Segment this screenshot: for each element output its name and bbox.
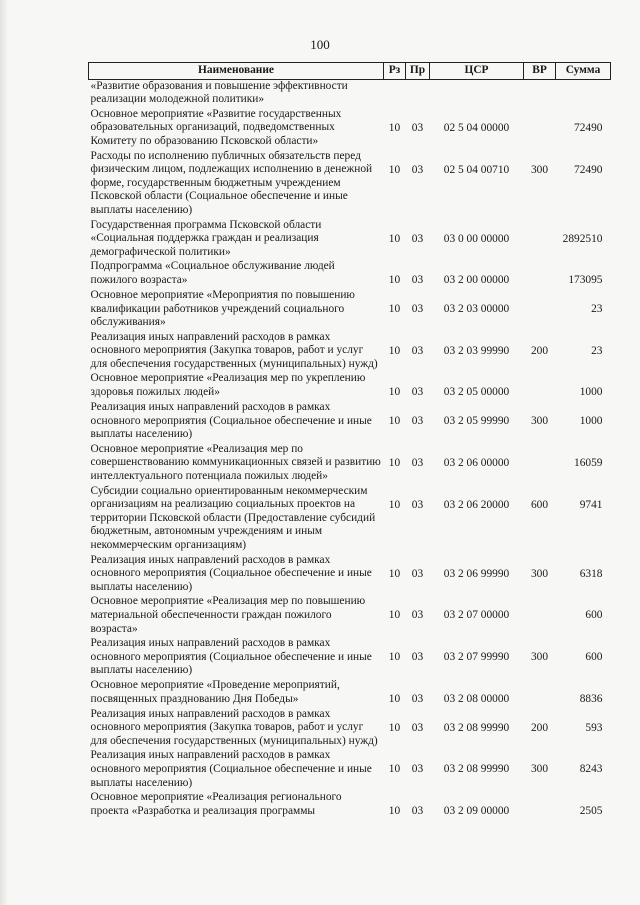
- cell-pr: 03: [411, 302, 424, 315]
- cell-name: Государственная программа Псковской области «Социальная поддержка граждан и реализация демографической политики»: [90, 218, 322, 258]
- cell-name: Реализация иных направлений расходов в рамках основного мероприятия (Социальное обеспечение и иные выплаты населению): [90, 553, 372, 593]
- cell-pr: 03: [411, 344, 424, 357]
- cell-name: Реализация иных направлений расходов в рамках основного мероприятия (Социальное обеспечение и иные выплаты населению): [90, 749, 372, 789]
- table-row: [89, 150, 611, 219]
- header-sum: Сумма: [556, 63, 611, 80]
- cell-rz: 10: [388, 763, 401, 776]
- cell-csr: 03 2 06 20000: [443, 498, 510, 511]
- budget-table: [88, 62, 611, 820]
- cell-pr: 03: [411, 121, 424, 134]
- table-row: [89, 791, 611, 820]
- cell-sum: 72490: [574, 163, 603, 176]
- cell-name: Реализация иных направлений расходов в рамках основного мероприятия (Социальное обеспечение и иные выплаты населению): [90, 401, 372, 441]
- cell-rz: 10: [388, 302, 401, 315]
- cell-csr: 03 2 05 99990: [443, 415, 510, 428]
- cell-csr: 03 0 00 00000: [443, 232, 510, 245]
- cell-vr: [524, 679, 556, 708]
- cell-sum: 1000: [579, 386, 603, 399]
- cell-pr: 03: [411, 232, 424, 245]
- cell-rz: [384, 79, 406, 108]
- cell-name: Основное мероприятие «Развитие государственных образовательных организаций, подведомственных Комитету по образованию Псковской области»: [90, 107, 342, 147]
- cell-rz: 10: [388, 386, 401, 399]
- header-csr: ЦСР: [430, 63, 524, 80]
- cell-pr: 03: [411, 274, 424, 287]
- cell-vr: [524, 79, 556, 108]
- cell-vr: [524, 260, 556, 289]
- cell-pr: 03: [411, 498, 424, 511]
- cell-sum: 173095: [568, 274, 603, 287]
- cell-sum: 23: [591, 302, 603, 315]
- cell-vr: [524, 443, 556, 485]
- cell-rz: 10: [388, 721, 401, 734]
- cell-sum: 2892510: [562, 232, 603, 245]
- header-name: Наименование: [89, 63, 384, 80]
- cell-csr: 03 2 05 00000: [443, 386, 510, 399]
- cell-name: Основное мероприятие «Реализация регионального проекта «Разработка и реализация программы: [90, 791, 342, 817]
- cell-sum: 23: [591, 344, 603, 357]
- cell-pr: 03: [411, 721, 424, 734]
- table-row: [89, 108, 611, 150]
- table-row: [89, 372, 611, 401]
- cell-name: Подпрограмма «Социальное обслуживание людей пожилого возраста»: [90, 260, 335, 286]
- table-row: [89, 79, 611, 108]
- cell-csr: 03 2 06 00000: [443, 456, 510, 469]
- scan-margin: [0, 0, 8, 905]
- cell-rz: 10: [388, 415, 401, 428]
- cell-rz: 10: [388, 805, 401, 818]
- cell-rz: 10: [388, 274, 401, 287]
- cell-sum: 1000: [579, 415, 603, 428]
- cell-sum: 16059: [574, 456, 603, 469]
- cell-name: Основное мероприятие «Проведение мероприятий, посвященных празднованию Дня Победы»: [90, 678, 340, 705]
- cell-rz: 10: [388, 567, 401, 580]
- cell-sum: 8836: [579, 692, 603, 705]
- header-vr: ВР: [524, 63, 556, 80]
- cell-name: «Развитие образования и повышение эффективности реализации молодежной политики»: [90, 79, 348, 106]
- cell-pr: 03: [411, 415, 424, 428]
- cell-sum: [556, 79, 611, 108]
- cell-csr: 03 2 08 99990: [443, 721, 510, 734]
- cell-pr: 03: [411, 651, 424, 664]
- cell-sum: 9741: [579, 498, 603, 511]
- table-body: [89, 79, 611, 820]
- cell-csr: 03 2 03 99990: [443, 344, 510, 357]
- cell-vr: 200: [530, 344, 549, 357]
- cell-name: Основное мероприятие «Мероприятия по повышению квалификации работников учреждений социального обслуживания»: [90, 288, 355, 329]
- cell-rz: 10: [388, 344, 401, 357]
- cell-pr: 03: [411, 763, 424, 776]
- cell-csr: 03 2 07 00000: [443, 609, 510, 622]
- cell-rz: 10: [388, 609, 401, 622]
- cell-sum: 600: [585, 609, 603, 622]
- cell-name: Расходы по исполнению публичных обязательств перед физическим лицом, подлежащих исполнению в денежной форме, государственным бюджетным учреждением Псковской области (Социальное обеспечение и иные выплаты населению): [90, 149, 373, 216]
- header-pr: Пр: [406, 63, 430, 80]
- cell-csr: 03 2 06 99990: [443, 567, 510, 580]
- cell-name: Основное мероприятие «Реализация мер по совершенствованию коммуникационных связей и развитию интеллектуального потенциала пожилых людей»: [90, 442, 381, 483]
- cell-pr: [406, 79, 430, 108]
- cell-sum: 593: [585, 721, 603, 734]
- cell-vr: 300: [530, 651, 549, 664]
- header-rz: Рз: [384, 63, 406, 80]
- cell-pr: 03: [411, 805, 424, 818]
- cell-name: Основное мероприятие «Реализация мер по укреплению здоровья пожилых людей»: [90, 372, 366, 399]
- cell-csr: 02 5 04 00000: [443, 121, 510, 134]
- cell-csr: 03 2 03 00000: [443, 302, 510, 315]
- cell-vr: [524, 108, 556, 150]
- cell-rz: 10: [388, 163, 401, 176]
- table-row: [89, 637, 611, 679]
- cell-csr: 03 2 07 99990: [443, 651, 510, 664]
- table-row: [89, 485, 611, 554]
- cell-vr: 300: [530, 163, 549, 176]
- cell-rz: 10: [388, 121, 401, 134]
- table-row: [89, 331, 611, 373]
- cell-pr: 03: [411, 609, 424, 622]
- cell-vr: 300: [530, 763, 549, 776]
- cell-sum: 6318: [579, 567, 603, 580]
- cell-rz: 10: [388, 498, 401, 511]
- cell-sum: 8243: [579, 763, 603, 776]
- cell-csr: 02 5 04 00710: [443, 163, 510, 176]
- cell-vr: 300: [530, 415, 549, 428]
- table-row: [89, 289, 611, 331]
- cell-vr: 300: [530, 567, 549, 580]
- cell-sum: 2505: [579, 805, 603, 818]
- cell-pr: 03: [411, 386, 424, 399]
- cell-csr: [430, 79, 524, 108]
- cell-vr: 200: [530, 721, 549, 734]
- table-row: [89, 260, 611, 289]
- table-row: [89, 679, 611, 708]
- cell-rz: 10: [388, 456, 401, 469]
- cell-sum: 600: [585, 651, 603, 664]
- cell-rz: 10: [388, 651, 401, 664]
- cell-csr: 03 2 09 00000: [443, 805, 510, 818]
- table-row: [89, 219, 611, 261]
- cell-pr: 03: [411, 692, 424, 705]
- cell-rz: 10: [388, 232, 401, 245]
- cell-vr: 600: [530, 498, 549, 511]
- table-row: [89, 708, 611, 750]
- cell-rz: 10: [388, 692, 401, 705]
- table-row: [89, 401, 611, 443]
- page-number: 100: [310, 37, 330, 52]
- cell-name: Субсидии социально ориентированным некоммерческим организациям на реализацию социальных проектов на территории Псковской области (Предоставление субсидий бюджетным, автономным учреждениям и иным некоммерческим организациям): [90, 484, 376, 551]
- cell-name: Реализация иных направлений расходов в рамках основного мероприятия (Закупка товаров, работ и услуг для обеспечения государственных (муниципальных) нужд): [90, 330, 378, 370]
- cell-pr: 03: [411, 163, 424, 176]
- table-row: [89, 443, 611, 485]
- cell-csr: 03 2 00 00000: [443, 274, 510, 287]
- cell-vr: [524, 791, 556, 820]
- table-row: [89, 595, 611, 637]
- cell-sum: 72490: [574, 121, 603, 134]
- cell-csr: 03 2 08 99990: [443, 763, 510, 776]
- table-row: [89, 554, 611, 596]
- cell-name: Основное мероприятие «Реализация мер по повышению материальной обеспеченности граждан пожилого возраста»: [90, 595, 366, 635]
- cell-vr: [524, 372, 556, 401]
- cell-vr: [524, 289, 556, 331]
- table-header-row: [89, 63, 611, 80]
- cell-pr: 03: [411, 567, 424, 580]
- cell-pr: 03: [411, 456, 424, 469]
- cell-vr: [524, 595, 556, 637]
- cell-csr: 03 2 08 00000: [443, 692, 510, 705]
- cell-name: Реализация иных направлений расходов в рамках основного мероприятия (Закупка товаров, работ и услуг для обеспечения государственных (муниципальных) нужд): [90, 707, 378, 747]
- table-row: [89, 749, 611, 791]
- cell-vr: [524, 219, 556, 261]
- cell-name: Реализация иных направлений расходов в рамках основного мероприятия (Социальное обеспечение и иные выплаты населению): [90, 637, 372, 677]
